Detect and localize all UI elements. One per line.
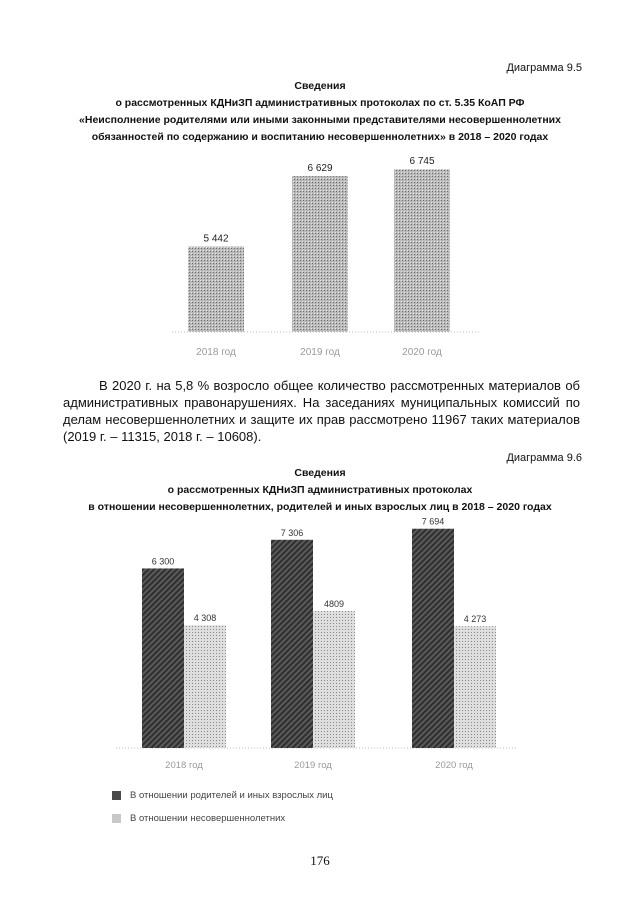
bar <box>188 246 244 332</box>
legend-item-minors <box>112 813 285 824</box>
body-paragraph <box>63 377 580 445</box>
diagram-9-6-title <box>60 465 580 516</box>
title-line: «Неисполнение родителями или иными законными представителями несовершеннолетних <box>79 114 561 126</box>
data-label: 4 273 <box>463 614 487 625</box>
legend-item-adults <box>112 790 333 801</box>
x-tick-label: 2018 год <box>165 760 203 771</box>
bar <box>292 176 348 332</box>
title-line: о рассмотренных КДНиЗП административных протоколах по ст. 5.35 КоАП РФ <box>115 97 525 109</box>
legend-label: В отношении родителей и иных взрослых лиц <box>130 790 333 801</box>
data-label: 6 300 <box>151 556 175 567</box>
data-label: 4809 <box>323 598 345 609</box>
data-label: 7 694 <box>421 518 445 527</box>
paragraph-text: В 2020 г. на 5,8 % возросло общее количество рассмотренных материалов об административных правонарушениях. На заседаниях муниципальных комиссий по делам несовершеннолетних и защите их прав рассмотрено 11967 таких материалов (2019 г. – 11315, 2018 г. – 10608). <box>63 378 580 444</box>
bar-minors <box>313 611 355 748</box>
data-label: 7 306 <box>280 527 304 538</box>
page-number: 176 <box>310 853 330 868</box>
x-tick-label: 2019 год <box>294 760 332 771</box>
data-label: 4 308 <box>193 613 217 624</box>
bar-chart-9-5 <box>150 140 490 365</box>
title-line: в отношении несовершеннолетних, родителей и иных взрослых лиц в 2018 – 2020 годах <box>88 501 552 513</box>
legend-swatch-dark <box>112 791 121 800</box>
bar <box>394 169 450 332</box>
diagram-9-6-label: Диаграмма 9.6 <box>506 452 582 464</box>
x-tick-label: 2019 год <box>300 347 340 358</box>
diagram-9-5-label: Диаграмма 9.5 <box>506 62 582 74</box>
title-line: Сведения <box>294 80 346 92</box>
title-line: обязанностей по содержанию и воспитанию несовершеннолетних» в 2018 – 2020 годах <box>91 131 549 143</box>
bar-minors <box>454 626 496 748</box>
x-tick-label: 2020 год <box>435 760 473 771</box>
bar-adults <box>142 568 184 748</box>
bar-minors <box>184 625 226 748</box>
x-tick-label: 2020 год <box>402 347 442 358</box>
legend-swatch-light <box>112 814 121 823</box>
data-label: 6 629 <box>307 163 333 175</box>
bar-chart-9-6 <box>108 518 528 776</box>
title-line: Сведения <box>294 467 346 479</box>
diagram-9-5-title <box>60 78 580 146</box>
data-label: 6 745 <box>409 156 435 168</box>
data-label: 5 442 <box>203 233 229 245</box>
legend-label: В отношении несовершеннолетних <box>130 813 286 824</box>
x-tick-label: 2018 год <box>196 347 236 358</box>
bar-adults <box>412 529 454 748</box>
title-line: о рассмотренных КДНиЗП административных протоколах <box>167 484 473 496</box>
bar-adults <box>271 540 313 748</box>
